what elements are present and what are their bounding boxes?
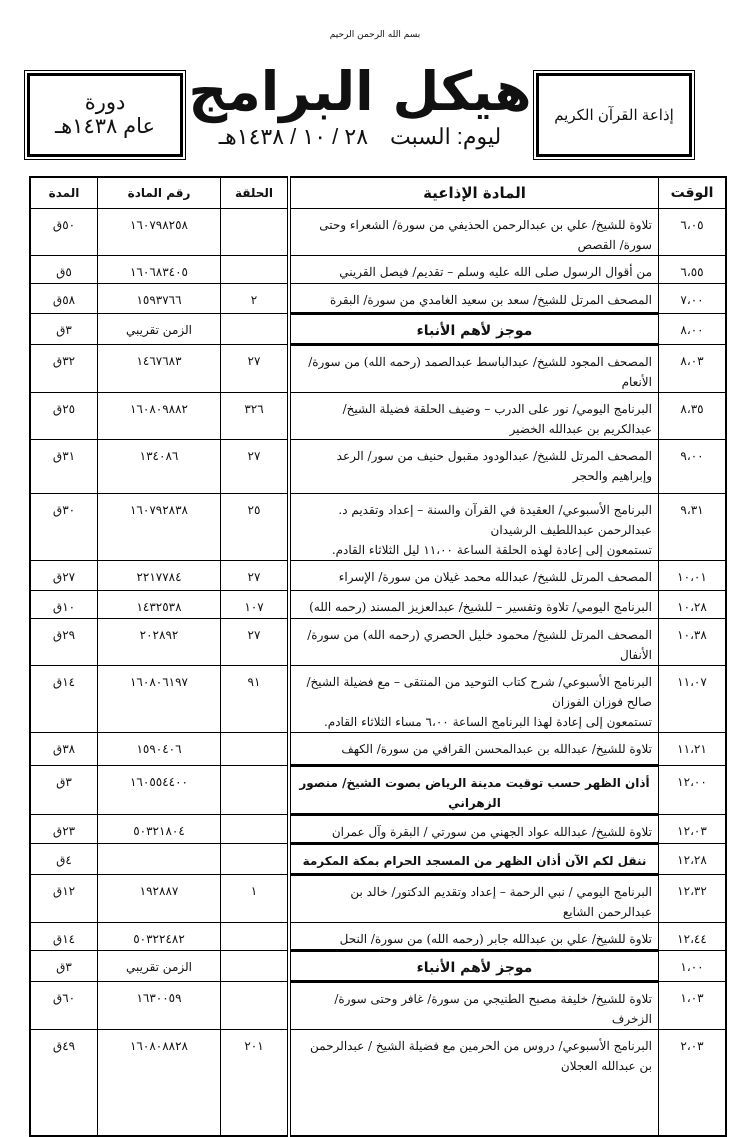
cell-episode <box>221 733 290 766</box>
bismillah-text: بسم الله الرحمن الرحيم <box>329 30 421 40</box>
table-row <box>30 923 726 951</box>
cell-time-text: ١٢،٣٢ <box>677 884 707 898</box>
cell-item-number-text: ٥٠٣٢١٨٠٤ <box>133 824 185 838</box>
cell-program <box>289 844 659 875</box>
cell-duration <box>30 733 98 766</box>
cell-item-number <box>98 1030 221 1137</box>
cell-program <box>289 619 659 666</box>
table-row <box>30 844 726 875</box>
table-row <box>30 733 726 766</box>
cell-duration <box>30 815 98 844</box>
table-row <box>30 1030 726 1137</box>
station-box <box>533 70 695 160</box>
col-header-item-number: رقم المادة <box>98 177 221 209</box>
cell-time <box>659 1030 727 1137</box>
cell-episode <box>221 314 290 345</box>
cell-item-number-text: ١٦٠٧٩٨٢٥٨ <box>129 218 188 232</box>
cell-duration <box>30 951 98 982</box>
cell-time <box>659 666 727 733</box>
cell-episode <box>221 256 290 284</box>
cell-program-text: البرنامج الأسبوعي/ دروس من الحرمين مع فضيلة الشيخ / عبدالرحمن بن عبدالله العجلان <box>310 1039 652 1073</box>
cell-time <box>659 209 727 256</box>
table-row <box>30 815 726 844</box>
cell-program <box>289 440 659 494</box>
cell-duration <box>30 440 98 494</box>
cell-episode <box>221 766 290 815</box>
cell-program-text: ننقل لكم الآن أذان الظهر من المسجد الحرام بمكة المكرمة <box>302 854 647 868</box>
cell-time <box>659 314 727 345</box>
schedule-table <box>29 176 727 1137</box>
cell-duration-text: ٥ق <box>56 265 72 279</box>
cell-time <box>659 591 727 619</box>
cell-item-number-text: ٢٠٢٨٩٢ <box>139 628 179 642</box>
cell-episode-text: ٢٥ <box>247 503 261 517</box>
cell-item-number <box>98 951 221 982</box>
cell-duration-text: ٤٩ق <box>52 1039 76 1053</box>
cell-episode-text: ٩١ <box>247 675 261 689</box>
date-line <box>180 124 540 150</box>
cell-item-number-text: ١٣٤٠٨٦ <box>139 449 179 463</box>
cell-duration <box>30 284 98 314</box>
cell-time <box>659 619 727 666</box>
cell-episode <box>221 844 290 875</box>
cell-program-text: المصحف المرتل للشيخ/ محمود خليل الحصري (رحمه الله) من سورة/ الأنفال <box>307 628 652 662</box>
cell-episode <box>221 284 290 314</box>
cell-program-text: تلاوة للشيخ/ علي بن عبدالله جابر (رحمه الله) من سورة/ النحل <box>339 932 652 946</box>
cell-time <box>659 256 727 284</box>
cell-item-number-text: ١٩٢٨٨٧ <box>139 884 179 898</box>
cell-item-number <box>98 666 221 733</box>
table-header-row <box>30 177 726 209</box>
cell-program-text: المصحف المرتل للشيخ/ عبدالودود مقبول حنيف من سور/ الرعد وإبراهيم والحجر <box>336 449 652 483</box>
cell-item-number <box>98 345 221 393</box>
cell-time-text: ١٢،٠٠ <box>677 775 707 789</box>
cell-program-text: تلاوة للشيخ/ عبدالله عواد الجهني من سورتي / البقرة وآل عمران <box>331 825 652 839</box>
cell-item-number-text: ١٥٩٣٧٦٦ <box>136 293 182 307</box>
cell-episode-text: ٣٢٦ <box>244 402 264 416</box>
cell-duration <box>30 766 98 815</box>
table-row <box>30 875 726 923</box>
cell-program-note: تستمعون إلى إعادة لهذه الحلقة الساعة ١١،٠٠ ليل الثلاثاء القادم. <box>331 543 652 557</box>
cell-episode <box>221 440 290 494</box>
cell-item-number <box>98 733 221 766</box>
cell-program-text: من أقوال الرسول صلى الله عليه وسلم – تقديم/ فيصل القريني <box>339 265 652 279</box>
cell-duration <box>30 619 98 666</box>
cell-time-text: ١١،٠٧ <box>677 675 707 689</box>
table-row <box>30 951 726 982</box>
cell-item-number <box>98 875 221 923</box>
cell-item-number <box>98 591 221 619</box>
cell-program <box>289 766 659 815</box>
col-header-time: الوقت <box>659 177 727 209</box>
table-row <box>30 982 726 1030</box>
cell-program <box>289 733 659 766</box>
cell-program <box>289 256 659 284</box>
cell-duration <box>30 345 98 393</box>
cell-duration-text: ١٤ق <box>52 932 76 946</box>
day-label: ليوم: السبت <box>390 124 502 149</box>
cell-duration <box>30 209 98 256</box>
cell-duration-text: ٣ق <box>56 775 72 789</box>
page-title: هيكل البرامج <box>188 60 532 123</box>
cell-duration-text: ٣ق <box>56 960 72 974</box>
cell-program-text: المصحف المرتل للشيخ/ عبدالله محمد غيلان من سورة/ الإسراء <box>338 570 652 584</box>
cell-duration <box>30 666 98 733</box>
cell-time <box>659 733 727 766</box>
cell-item-number <box>98 815 221 844</box>
cell-item-number-text: ١٦٠٦٨٣٤٠٥ <box>129 265 188 279</box>
cell-item-number <box>98 284 221 314</box>
cell-episode-text: ٢٧ <box>247 628 261 642</box>
cell-item-number <box>98 844 221 875</box>
cell-time <box>659 844 727 875</box>
cell-time-text: ١٢،٢٨ <box>677 853 707 867</box>
table-row <box>30 284 726 314</box>
cell-duration <box>30 314 98 345</box>
cell-program-text: المصحف المجود للشيخ/ عبدالباسط عبدالصمد (رحمه الله) من سورة/ الأنعام <box>308 355 652 389</box>
cell-item-number-text: ١٤٦٧٦٨٣ <box>136 354 182 368</box>
table-row <box>30 345 726 393</box>
table-row <box>30 766 726 815</box>
cell-program-text: البرنامج اليومي/ نور على الدرب – وضيف الحلقة فضيلة الشيخ/ عبدالكريم بن عبدالله الخضير <box>342 402 652 436</box>
cell-program <box>289 815 659 844</box>
cell-episode <box>221 393 290 440</box>
cell-duration-text: ٥٠ق <box>52 218 76 232</box>
cell-item-number <box>98 923 221 951</box>
cell-time-text: ٨،٠٣ <box>680 354 704 368</box>
cell-item-number <box>98 619 221 666</box>
cell-program-text: البرنامج اليومي/ تلاوة وتفسير – للشيخ/ عبدالعزيز المسند (رحمه الله) <box>309 600 652 614</box>
cell-time-text: ٨،٠٠ <box>680 323 704 337</box>
cell-time <box>659 766 727 815</box>
cell-item-number-text: ٢٢١٧٧٨٤ <box>136 570 182 584</box>
cell-episode <box>221 494 290 561</box>
cell-time-text: ١،٠٣ <box>680 991 704 1005</box>
cell-time-text: ١٠،٢٨ <box>677 600 707 614</box>
cell-program <box>289 875 659 923</box>
cell-duration <box>30 494 98 561</box>
cell-duration-text: ١٠ق <box>52 600 76 614</box>
cell-program <box>289 591 659 619</box>
season-year: عام ١٤٣٨هـ <box>54 115 156 138</box>
cell-program <box>289 1030 659 1137</box>
table-row <box>30 314 726 345</box>
table-row <box>30 666 726 733</box>
cell-time <box>659 440 727 494</box>
cell-item-number <box>98 256 221 284</box>
cell-item-number-text: ١٦٣٠٠٥٩ <box>136 991 182 1005</box>
cell-time <box>659 345 727 393</box>
date-value: ٢٨ / ١٠ / ١٤٣٨هـ <box>218 124 369 149</box>
cell-time-text: ١٢،٠٣ <box>677 824 707 838</box>
cell-episode <box>221 1030 290 1137</box>
cell-item-number <box>98 440 221 494</box>
cell-program <box>289 345 659 393</box>
cell-time-text: ١١،٢١ <box>677 742 707 756</box>
cell-item-number-text: ١٤٣٢٥٣٨ <box>136 600 182 614</box>
cell-episode <box>221 619 290 666</box>
table-row <box>30 393 726 440</box>
cell-duration-text: ٦٠ق <box>52 991 76 1005</box>
cell-item-number <box>98 766 221 815</box>
cell-episode-text: ٢٧ <box>247 570 261 584</box>
cell-episode <box>221 561 290 591</box>
cell-duration <box>30 591 98 619</box>
cell-episode-text: ٢٠١ <box>244 1039 264 1053</box>
table-row <box>30 561 726 591</box>
cell-episode <box>221 982 290 1030</box>
cell-item-number-text: ٥٠٣٢٢٤٨٢ <box>133 932 185 946</box>
cell-episode-text: ٢٧ <box>247 449 261 463</box>
cell-program-note: تستمعون إلى إعادة لهذا البرنامج الساعة ٦،٠٠ مساء الثلاثاء القادم. <box>323 715 652 729</box>
cell-program <box>289 494 659 561</box>
station-name: إذاعة القرآن الكريم <box>554 107 674 124</box>
cell-time-text: ٩،٣١ <box>680 503 704 517</box>
cell-time-text: ١٠،٣٨ <box>677 628 707 642</box>
cell-episode <box>221 666 290 733</box>
cell-time-text: ٧،٠٠ <box>680 293 704 307</box>
cell-time-text: ١٠،٠١ <box>677 570 707 584</box>
cell-time <box>659 815 727 844</box>
cell-program <box>289 561 659 591</box>
cell-duration-text: ٢٧ق <box>52 570 76 584</box>
cell-episode <box>221 875 290 923</box>
cell-duration <box>30 982 98 1030</box>
cell-duration <box>30 844 98 875</box>
cell-episode-text: ١ <box>250 884 258 898</box>
cell-duration-text: ٣ق <box>56 323 72 337</box>
cell-time-text: ٩،٠٠ <box>680 449 704 463</box>
cell-time-text: ٦،٥٥ <box>680 265 704 279</box>
cell-item-number <box>98 561 221 591</box>
cell-item-number <box>98 494 221 561</box>
cell-duration-text: ٥٨ق <box>52 293 76 307</box>
cell-duration <box>30 561 98 591</box>
cell-duration-text: ١٢ق <box>52 884 76 898</box>
col-header-episode: الحلقة <box>221 177 290 209</box>
table-row <box>30 209 726 256</box>
cell-item-number <box>98 314 221 345</box>
cell-episode <box>221 345 290 393</box>
cell-episode-text: ١٠٧ <box>244 600 264 614</box>
cell-program <box>289 951 659 982</box>
cell-duration <box>30 923 98 951</box>
cell-program <box>289 284 659 314</box>
cell-time <box>659 494 727 561</box>
cell-time <box>659 561 727 591</box>
table-row <box>30 591 726 619</box>
table-row <box>30 256 726 284</box>
cell-item-number-text: ١٦٠٨٠٩٨٨٢ <box>129 402 188 416</box>
cell-episode-text: ٢٧ <box>247 354 261 368</box>
cell-time <box>659 875 727 923</box>
cell-program-text: البرنامج الأسبوعي/ شرح كتاب التوحيد من المنتقى – مع فضيلة الشيخ/ صالح فوزان الفوزان <box>306 675 652 709</box>
cell-time-text: ٢،٠٣ <box>680 1039 704 1053</box>
cell-episode <box>221 923 290 951</box>
cell-program-text: البرنامج الأسبوعي/ العقيدة في القرآن والسنة – إعداد وتقديم د. عبدالرحمن عبداللطيف الرشيدان <box>338 503 652 537</box>
cell-item-number <box>98 393 221 440</box>
cell-duration <box>30 875 98 923</box>
cell-item-number <box>98 209 221 256</box>
cell-time-text: ٨،٣٥ <box>680 402 704 416</box>
cell-item-number-text: ١٥٩٠٤٠٦ <box>136 742 182 756</box>
cell-program <box>289 314 659 345</box>
cell-program-text: تلاوة للشيخ/ علي بن عبدالرحمن الحذيفي من سورة/ الشعراء وحتى سورة/ القصص <box>319 218 652 252</box>
season-box <box>24 70 186 160</box>
cell-program <box>289 923 659 951</box>
cell-duration-text: ٢٩ق <box>52 628 76 642</box>
cell-program-text: تلاوة للشيخ/ عبدالله بن عبدالمحسن القرافي من سورة/ الكهف <box>341 742 652 756</box>
cell-item-number-text: ١٦٠٨٠٨٨٢٨ <box>129 1039 188 1053</box>
cell-item-number-text: الزمن تقريبي <box>126 323 192 337</box>
cell-item-number <box>98 982 221 1030</box>
cell-duration <box>30 1030 98 1137</box>
cell-episode-text: ٢ <box>250 293 258 307</box>
cell-program <box>289 209 659 256</box>
cell-duration-text: ١٤ق <box>52 675 76 689</box>
cell-program <box>289 393 659 440</box>
cell-program-text: موجز لأهم الأنباء <box>416 323 533 339</box>
cell-duration-text: ٣١ق <box>52 449 76 463</box>
cell-program-text: المصحف المرتل للشيخ/ سعد بن سعيد الغامدي من سورة/ البقرة <box>329 293 652 307</box>
cell-program-text: تلاوة للشيخ/ خليفة مصبح الطنيجي من سورة/ غافر وحتى سورة/ الزخرف <box>334 992 652 1026</box>
cell-duration-text: ٣٢ق <box>52 354 76 368</box>
cell-item-number-text: الزمن تقريبي <box>126 960 192 974</box>
cell-duration-text: ٣٨ق <box>52 742 76 756</box>
cell-time <box>659 284 727 314</box>
cell-program-text: البرنامج اليومي / نبي الرحمة – إعداد وتقديم الدكتور/ خالد بن عبدالرحمن الشايع <box>350 885 652 919</box>
cell-duration-text: ٣٠ق <box>52 503 76 517</box>
cell-duration-text: ٢٣ق <box>52 824 76 838</box>
table-row <box>30 494 726 561</box>
cell-episode <box>221 209 290 256</box>
cell-item-number-text: ١٦٠٥٥٤٤٠٠ <box>129 775 188 789</box>
cell-program <box>289 666 659 733</box>
cell-episode <box>221 951 290 982</box>
cell-duration <box>30 393 98 440</box>
cell-program-text: أذان الظهر حسب توقيت مدينة الرياض بصوت الشيخ/ منصور الزهراني <box>299 776 650 810</box>
cell-program <box>289 982 659 1030</box>
cell-time-text: ١٢،٤٤ <box>677 932 707 946</box>
cell-time-text: ٦،٠٥ <box>680 218 704 232</box>
cell-item-number-text: ١٦٠٨٠٦١٩٧ <box>129 675 188 689</box>
cell-duration-text: ٢٥ق <box>52 402 76 416</box>
cell-time <box>659 393 727 440</box>
cell-time-text: ١،٠٠ <box>680 960 704 974</box>
cell-item-number-text: ١٦٠٧٩٢٨٣٨ <box>129 503 188 517</box>
table-row <box>30 440 726 494</box>
cell-program-text: موجز لأهم الأنباء <box>416 960 533 976</box>
cell-duration-text: ٤ق <box>56 853 72 867</box>
cell-time <box>659 923 727 951</box>
season-label: دورة <box>84 91 126 114</box>
cell-duration <box>30 256 98 284</box>
col-header-program: المادة الإذاعية <box>289 177 659 209</box>
cell-episode <box>221 591 290 619</box>
col-header-duration: المدة <box>30 177 98 209</box>
table-row <box>30 619 726 666</box>
cell-time <box>659 951 727 982</box>
cell-time <box>659 982 727 1030</box>
cell-episode <box>221 815 290 844</box>
